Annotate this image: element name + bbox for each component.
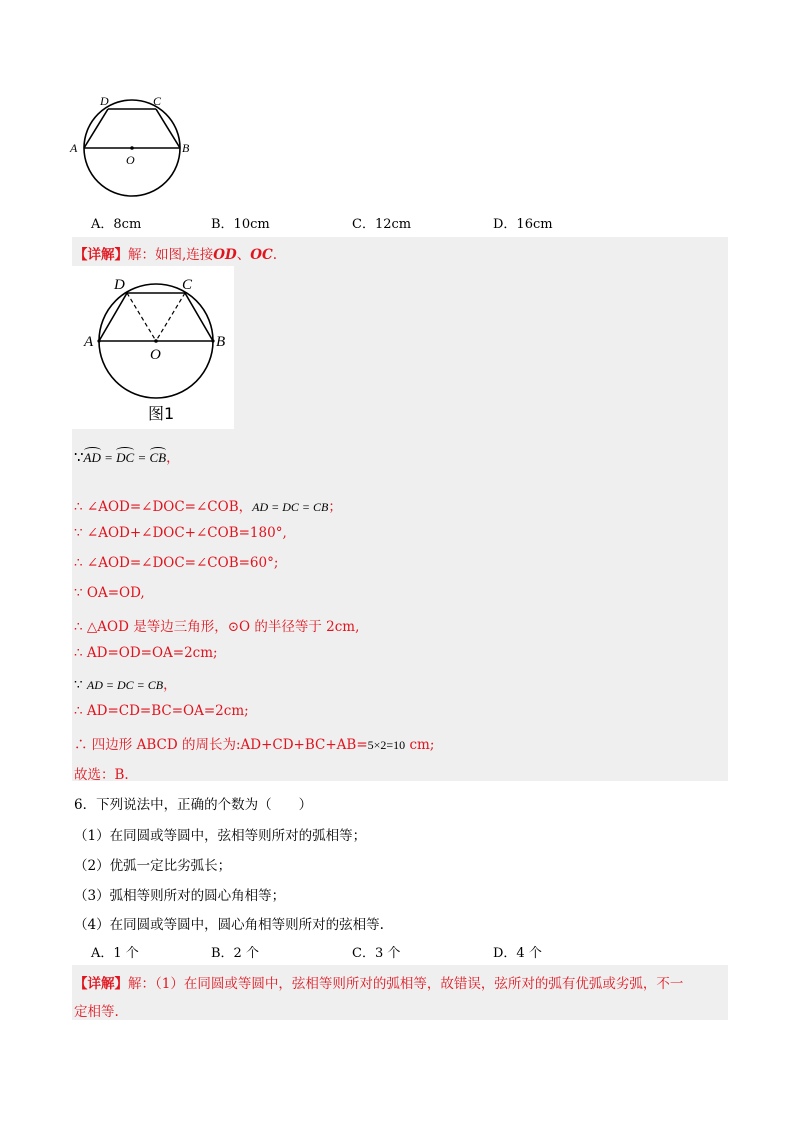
label-o: O bbox=[126, 153, 135, 167]
q6-item-4: （4）在同圆或等圆中，圆心角相等则所对的弦相等. bbox=[74, 917, 384, 933]
q5-option-a: A．8cm bbox=[91, 217, 142, 232]
solution2-line-2: 定相等. bbox=[74, 1004, 119, 1020]
fig2-label-d: D bbox=[114, 277, 125, 293]
q5-option-b: B．10cm bbox=[211, 217, 270, 232]
fig2-label-b: B bbox=[216, 334, 226, 350]
solution-line-1: ∵AD = DC = CB， bbox=[74, 448, 180, 466]
q6-item-3: （3）弧相等则所对的圆心角相等； bbox=[74, 888, 286, 904]
q5-option-c: C．12cm bbox=[352, 217, 412, 232]
label-d: D bbox=[100, 94, 109, 108]
label-b: B bbox=[182, 141, 190, 155]
solution2-line-1: 【详解】解：（1）在同圆或等圆中，弦相等则所对的弧相等，故错误，弦所对的弧有优弧或劣弧，不一 bbox=[74, 976, 684, 992]
solution-line-8: ∵ AD = DC = CB， bbox=[74, 677, 177, 693]
q6-option-a: A．1 个 bbox=[91, 946, 139, 961]
solution-line-3: ∵ ∠AOD+∠DOC+∠COB=180°, bbox=[74, 525, 287, 541]
circle-figure-1 bbox=[66, 90, 206, 202]
circle-figure-2 bbox=[72, 266, 234, 429]
q6-item-2: （2）优弧一定比劣弧长； bbox=[74, 858, 232, 874]
solution-line-7: ∴ AD=OD=OA=2cm; bbox=[74, 645, 218, 661]
q6-stem: 6．下列说法中，正确的个数为（ ） bbox=[74, 797, 313, 813]
fig2-label-o: O bbox=[150, 347, 161, 363]
solution-header: 【详解】解：如图,连接OD、OC. bbox=[74, 247, 278, 263]
fig2-label-a: A bbox=[84, 334, 94, 350]
q6-option-b: B．2 个 bbox=[211, 946, 259, 961]
solution-line-9: ∴ AD=CD=BC=OA=2cm; bbox=[74, 703, 249, 719]
solution-line-6: ∴ △AOD 是等边三角形，⊙O 的半径等于 2cm, bbox=[74, 619, 360, 635]
label-c: C bbox=[153, 94, 162, 108]
q5-option-d: D．16cm bbox=[493, 217, 553, 232]
fig2-caption: 图1 bbox=[148, 404, 175, 423]
q6-item-1: （1）在同圆或等圆中，弦相等则所对的弧相等； bbox=[74, 828, 367, 844]
label-a: A bbox=[70, 141, 78, 155]
solution-line-2: ∴ ∠AOD=∠DOC=∠COB，AD = DC = CB； bbox=[74, 499, 342, 515]
solution-line-11: 故选：B. bbox=[74, 767, 129, 783]
solution-line-5: ∵ OA=OD, bbox=[74, 585, 145, 601]
solution-line-10: ∴ 四边形 ABCD 的周长为:AD+CD+BC+AB=5×2=10 cm; bbox=[74, 737, 435, 753]
q6-option-c: C．3 个 bbox=[352, 946, 401, 961]
q6-option-d: D．4 个 bbox=[493, 946, 542, 961]
solution-line-4: ∴ ∠AOD=∠DOC=∠COB=60°; bbox=[74, 555, 279, 571]
fig2-label-c: C bbox=[182, 277, 193, 293]
